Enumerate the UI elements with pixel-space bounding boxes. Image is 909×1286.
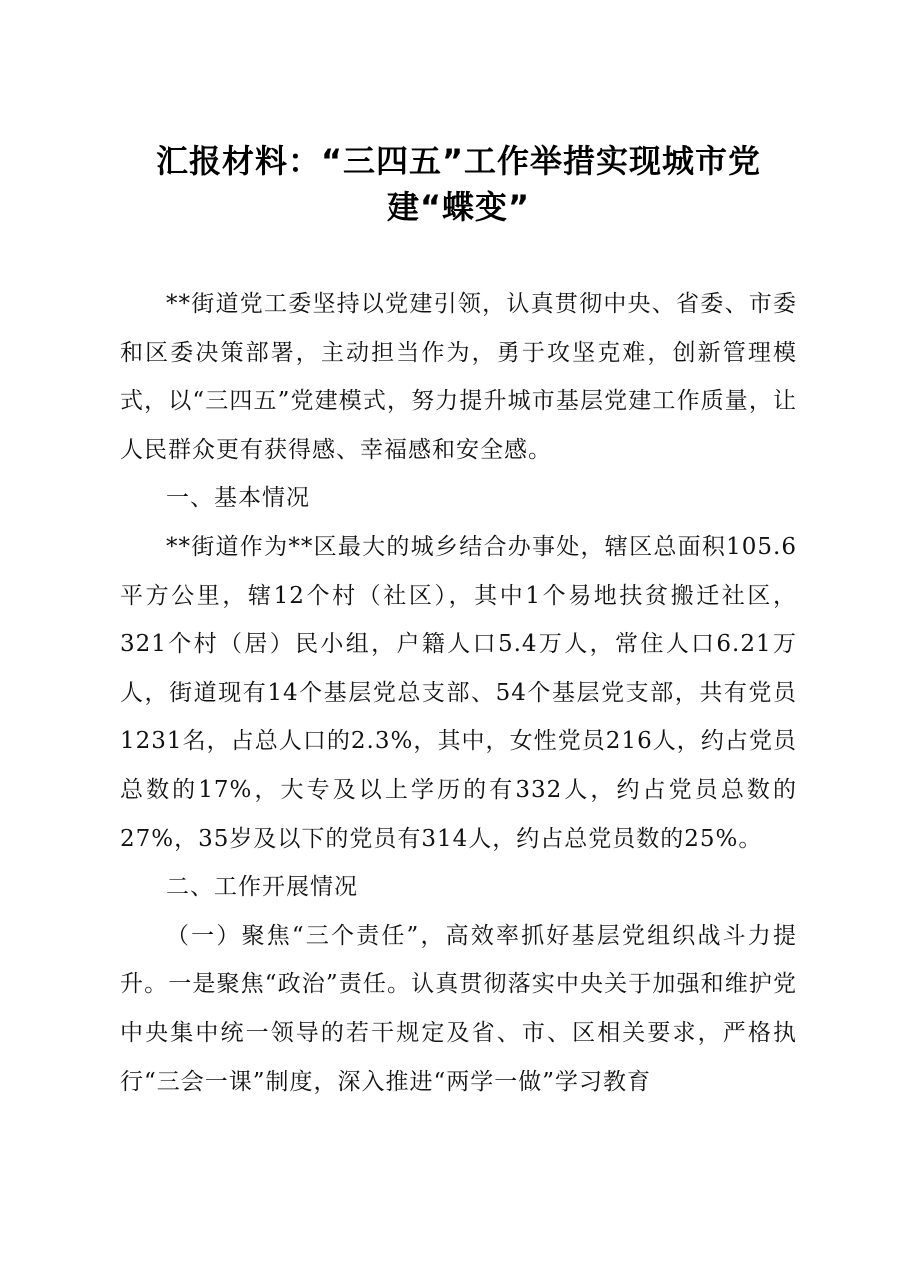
- section-heading-basic-situation: 一、基本情况: [166, 485, 310, 512]
- intro-paragraph: **街道党工委坚持以党建引领，认真贯彻中央、省委、市委和区委决策部署，主动担当作为，勇于攻坚克难，创新管理模式，以“三四五”党建模式，努力提升城市基层党建工作质量，让人民群众更有获得感、幸福感和安全感。: [120, 291, 797, 463]
- document-body: [120, 280, 797, 1106]
- document-title: 汇报材料：“三四五”工作举措实现城市党建“蝶变”: [155, 142, 762, 226]
- work-progress-paragraph: （一）聚焦“三个责任”，高效率抓好基层党组织战斗力提升。一是聚焦“政治”责任。认真贯彻落实中央关于加强和维护党中央集中统一领导的若干规定及省、市、区相关要求，严格执行“三会一课”制度，深入推进“两学一做”学习教育: [120, 922, 797, 1095]
- section-heading-work-progress: 二、工作开展情况: [166, 874, 358, 901]
- basic-situation-paragraph: **街道作为**区最大的城乡结合办事处，辖区总面积105.6平方公里，辖12个村（社区），其中1个易地扶贫搬迁社区，321个村（居）民小组，户籍人口5.4万人，常住人口6.21万人，街道现有14个基层党总支部、54个基层党支部，共有党员1231名，占总人口的2.3%，其中，女性党员216人，约占党员总数的17%，大专及以上学历的有332人，约占党员总数的27%，35岁及以下的党员有314人，约占总党员数的25%。: [120, 533, 797, 852]
